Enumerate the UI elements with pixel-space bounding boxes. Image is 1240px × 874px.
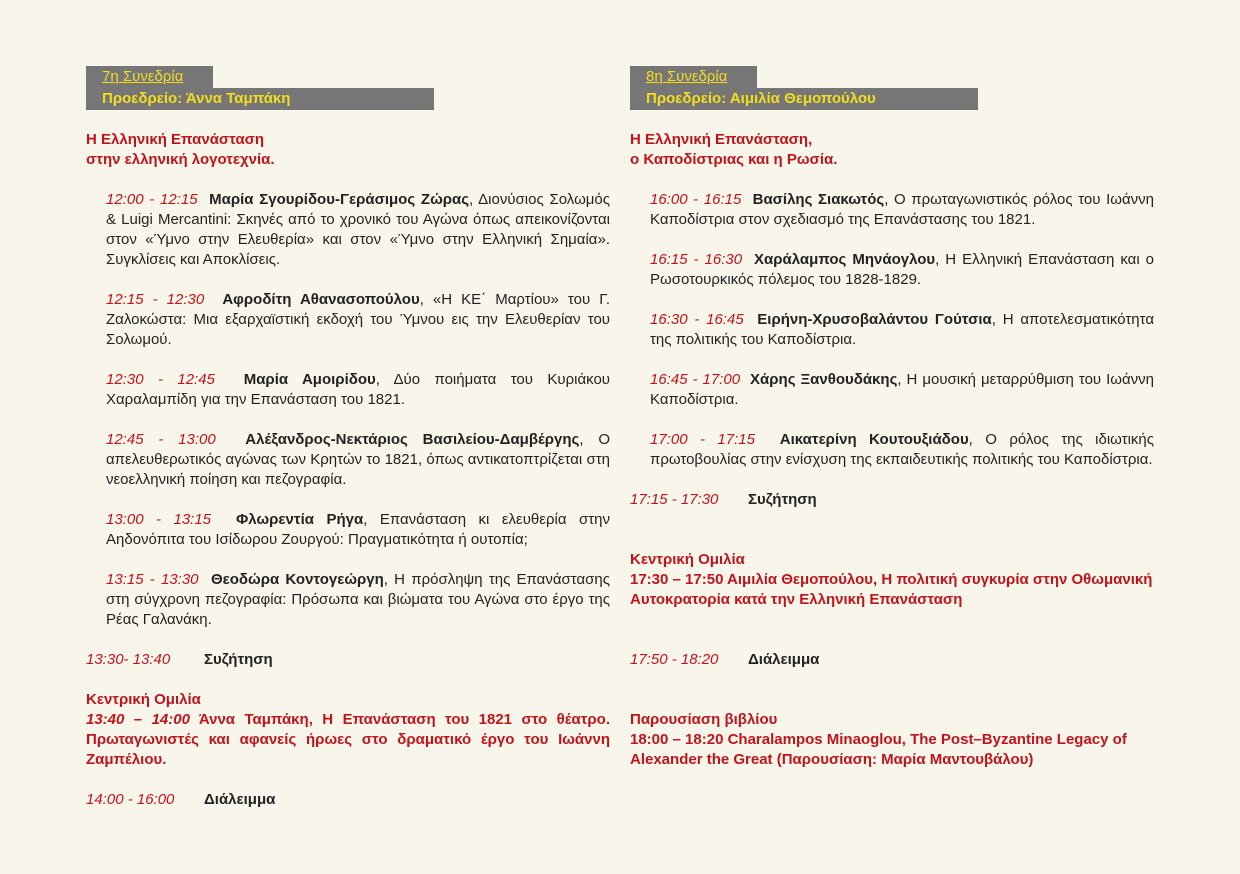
keynote-time: 13:40 – 14:00	[86, 711, 190, 728]
keynote-heading: Κεντρική Ομιλία	[630, 551, 745, 568]
talk-title: , Ο απελευθερωτικός αγώνας των Κρητών το 1821, όπως αντικατοπτρίζεται στη νεοελληνική ποίηση και πεζογραφία.	[106, 431, 610, 488]
keynote-text: Αιμιλία Θεμοπούλου, Η πολιτική συγκυρία στην Οθωμανική Αυτοκρατορία κατά την Ελληνική Επανάσταση	[630, 571, 1153, 608]
talk-speaker: Αλέξανδρος-Νεκτάριος Βασιλείου-Δαμβέργης	[245, 431, 580, 448]
talk-time: 17:00 - 17:15	[650, 431, 755, 448]
talk-title: , Η πρόσληψη της Επανάστασης στη σύγχρονη πεζογραφία: Πρόσωπα και βιώματα του Αγώνα στο έργο της Ρέας Γαλανάκη.	[106, 571, 610, 628]
discussion-label: Συζήτηση	[204, 651, 273, 668]
keynote-heading: Κεντρική Ομιλία	[86, 691, 201, 708]
break-label: Διάλειμμα	[204, 791, 276, 808]
keynote-text: Άννα Ταμπάκη, Η Επανάσταση του 1821 στο θέατρο. Πρωταγωνιστές και αφανείς ήρωες στο δραματικό έργο του Ιωάννη Ζαμπέλιου.	[86, 711, 610, 768]
talk-speaker: Χαράλαμπος Μηνάογλου	[754, 251, 936, 268]
talk-item	[106, 430, 610, 490]
break-time: 14:00 - 16:00	[86, 791, 175, 808]
session-7-chair: Προεδρείο: Άννα Ταμπάκη	[86, 88, 434, 110]
talk-time: 16:15 - 16:30	[650, 251, 743, 268]
talk-title: , Διονύσιος Σολωμός & Luigi Mercantini: Σκηνές από το χρονικό του Αγώνα όπως απεικονίζονται στον «Ύμνο στην Ελευθερία» και στον «Ύμνο στην Ελληνική Σημαία». Συγκλίσεις και Αποκλίσεις.	[106, 191, 610, 268]
keynote-block	[630, 550, 1154, 610]
talk-speaker: Θεοδώρα Κοντογεώργη	[210, 571, 384, 588]
session-7-theme	[86, 130, 610, 170]
talk-title: , Η μουσική μεταρρύθμιση του Ιωάννη Καποδίστρια.	[650, 371, 1155, 408]
break-time: 17:50 - 18:20	[630, 651, 719, 668]
session-8-chair: Προεδρείο: Αιμιλία Θεμοπούλου	[630, 88, 978, 110]
talk-item	[106, 190, 610, 270]
session-8-column	[630, 66, 1154, 770]
break-row	[86, 790, 610, 810]
theme-line-1: Η Ελληνική Επανάσταση,	[630, 131, 813, 148]
book-heading: Παρουσίαση βιβλίου	[630, 711, 778, 728]
talk-time: 12:00 - 12:15	[106, 191, 198, 208]
talk-title: , «Η ΚΕ΄ Μαρτίου» του Γ. Ζαλοκώστα: Μια εξαρχαϊστική εκδοχή του Ύμνου εις την Ελευθερίαν του Σολωμού.	[106, 291, 610, 348]
talk-item	[106, 570, 610, 630]
talk-time: 12:15 - 12:30	[106, 291, 205, 308]
session-7-column	[86, 66, 610, 810]
discussion-time: 13:30- 13:40	[86, 651, 171, 668]
talk-title: , Ο ρόλος της ιδιωτικής πρωτοβουλίας στην ενίσχυση της εκπαιδευτικής πολιτικής του Καποδίστρια.	[650, 431, 1154, 468]
talk-item	[650, 250, 1154, 290]
talk-time: 13:15 - 13:30	[106, 571, 199, 588]
talk-speaker: Μαρία Αμοιρίδου	[243, 371, 376, 388]
discussion-time: 17:15 - 17:30	[630, 491, 719, 508]
discussion-row	[630, 490, 1154, 510]
talk-item	[650, 370, 1154, 410]
talk-title: , Η Ελληνική Επανάσταση και ο Ρωσοτουρκικός πόλεμος του 1828-1829.	[650, 251, 1155, 288]
talk-item	[106, 370, 610, 410]
book-text: Charalampos Minaoglou, The Post–Byzantine Legacy of Alexander the Great (Παρουσίαση: Μαρία Μαντουβάλου)	[630, 731, 1127, 768]
keynote-time: 17:30 – 17:50	[630, 571, 724, 588]
talk-time: 13:00 - 13:15	[106, 511, 212, 528]
keynote-block	[86, 690, 610, 770]
break-label: Διάλειμμα	[748, 651, 820, 668]
talk-speaker: Αφροδίτη Αθανασοπούλου	[222, 291, 420, 308]
session-8-theme	[630, 130, 1154, 170]
spacer	[630, 610, 1154, 630]
talk-speaker: Φλωρεντία Ρήγα	[236, 511, 364, 528]
talk-time: 12:45 - 13:00	[106, 431, 216, 448]
book-presentation-block	[630, 710, 1154, 770]
talk-speaker: Χάρης Ξανθουδάκης	[750, 371, 898, 388]
session-8-tab: 8η Συνεδρία	[630, 66, 757, 88]
session-7-tab: 7η Συνεδρία	[86, 66, 213, 88]
talk-speaker: Μαρία Σγουρίδου-Γεράσιμος Ζώρας	[209, 191, 470, 208]
discussion-label: Συζήτηση	[748, 491, 817, 508]
talk-item	[650, 190, 1154, 230]
talk-speaker: Αικατερίνη Κουτουξιάδου	[779, 431, 969, 448]
book-time: 18:00 – 18:20	[630, 731, 724, 748]
session-8-header	[630, 66, 1154, 112]
talk-speaker: Ειρήνη-Χρυσοβαλάντου Γούτσια	[757, 311, 992, 328]
talk-time: 16:00 - 16:15	[650, 191, 742, 208]
talk-item	[106, 510, 610, 550]
talk-item	[650, 430, 1154, 470]
spacer	[630, 510, 1154, 530]
talk-item	[106, 290, 610, 350]
talk-title: , Ο πρωταγωνιστικός ρόλος του Ιωάννη Καποδίστρια στον σχεδιασμό της Επανάστασης του 1821.	[650, 191, 1154, 228]
talk-time: 16:30 - 16:45	[650, 311, 744, 328]
break-row	[630, 650, 1154, 670]
theme-line-2: ο Καποδίστριας και η Ρωσία.	[630, 151, 838, 168]
talk-speaker: Βασίλης Σιακωτός	[752, 191, 885, 208]
talk-title: , Επανάσταση κι ελευθερία στην Αηδονόπιτα του Ισίδωρου Ζουργού: Πραγματικότητα ή ουτοπία;	[106, 511, 610, 548]
spacer	[630, 670, 1154, 690]
theme-line-1: Η Ελληνική Επανάσταση	[86, 131, 265, 148]
talk-time: 12:30 - 12:45	[106, 371, 215, 388]
discussion-row	[86, 650, 610, 670]
session-7-header	[86, 66, 610, 112]
talk-time: 16:45 - 17:00	[650, 371, 741, 388]
talk-item	[650, 310, 1154, 350]
talk-title: , Δύο ποιήματα του Κυριάκου Χαραλαμπίδη για την Επανάσταση του 1821.	[106, 371, 610, 408]
talk-title: , Η αποτελεσματικότητα της πολιτικής του Καποδίστρια.	[650, 311, 1155, 348]
theme-line-2: στην ελληνική λογοτεχνία.	[86, 151, 275, 168]
